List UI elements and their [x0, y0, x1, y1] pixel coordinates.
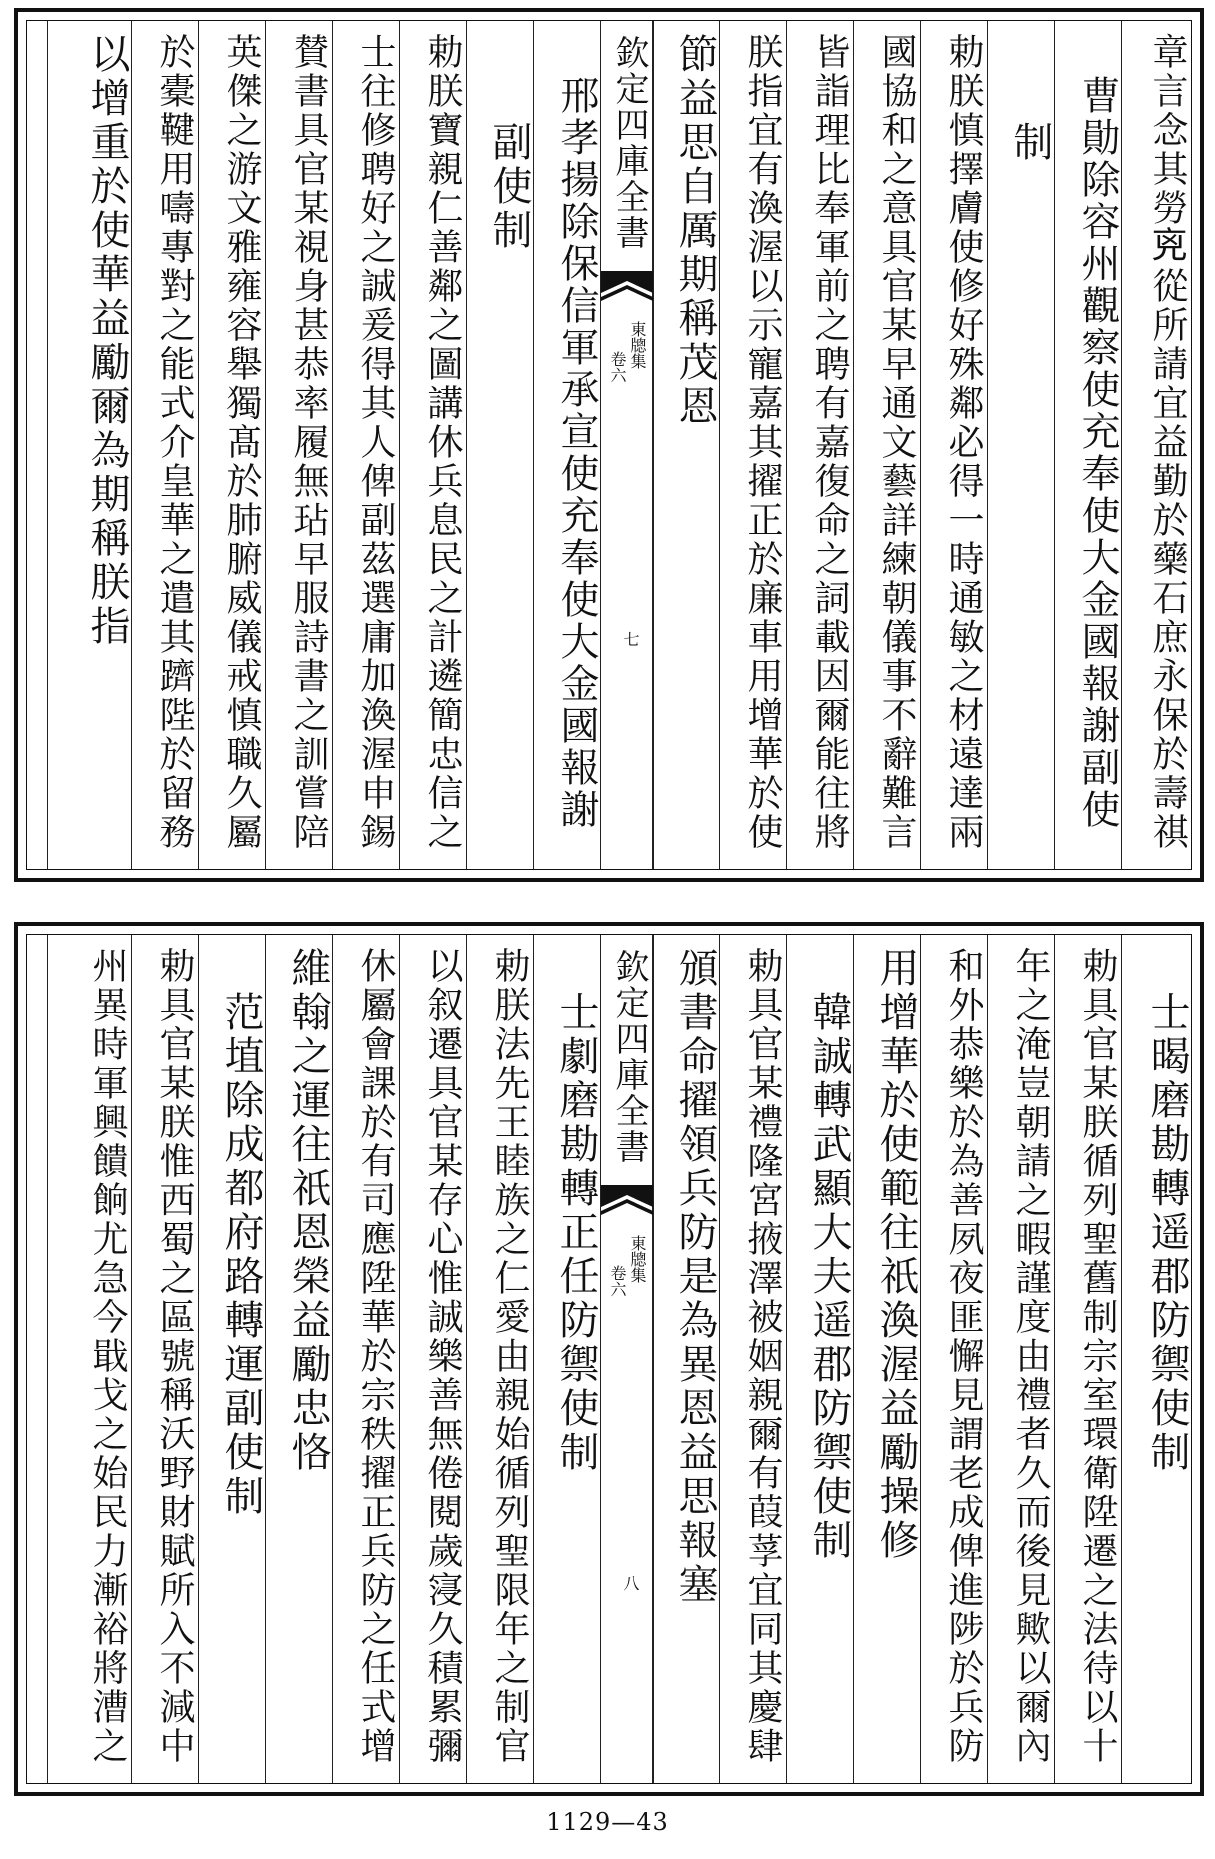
text-column	[853, 935, 921, 1783]
column-text: 年之淹豈朝請之暇謹度由禮者久而後見歟以爾內	[1010, 947, 1051, 1766]
fishtail-ornament	[601, 1185, 653, 1225]
text-column	[920, 935, 988, 1783]
text-column	[47, 21, 132, 869]
text-column	[652, 21, 720, 869]
text-column	[786, 21, 854, 869]
text-column	[466, 935, 534, 1783]
text-column	[466, 21, 534, 869]
text-column	[920, 21, 988, 869]
text-column	[265, 935, 333, 1783]
column-text: 朕指宜有渙渥以示寵嘉其擢正於廉車用增華於使	[742, 33, 783, 852]
collection-name: 東牕集	[628, 1235, 647, 1283]
text-column	[131, 21, 199, 869]
text-column	[131, 935, 199, 1783]
text-column	[265, 21, 333, 869]
column-text: 州異時軍興饋餉尤急今戢戈之始民力漸裕將漕之	[87, 947, 128, 1766]
column-text: 休屬會課於有司應陞華於宗秩擢正兵防之任式增	[355, 947, 396, 1766]
text-column	[47, 935, 132, 1783]
column-text: 維翰之運往祇恩榮益勵忠恪	[285, 947, 331, 1475]
column-text: 曹勛除容州觀察使充奉使大金國報謝副使	[1075, 33, 1120, 831]
column-text: 和外恭樂於為善夙夜匪懈見謂老成俾進陟於兵防	[943, 947, 984, 1766]
column-text: 以增重於使華益勵爾為期稱朕指	[84, 33, 130, 649]
top-page	[14, 8, 1204, 882]
column-text: 士暍磨勘轉遥郡防禦使制	[1144, 947, 1190, 1475]
column-text: 賛書具官某視身甚恭率履無玷早服詩書之訓嘗陪	[288, 33, 329, 852]
column-text: 勅朕法先王睦族之仁愛由親始循列聖限年之制官	[489, 947, 530, 1766]
text-column	[399, 21, 467, 869]
text-column	[652, 935, 720, 1783]
column-text: 勅朕慎擇膚使修好殊鄰必得一時通敏之材遠達兩	[943, 33, 984, 852]
column-text: 勅具官某禮隆宮掖澤被姻親爾有葭莩宜同其慶肆	[742, 947, 783, 1766]
book-title: 欽定四庫全書	[609, 949, 649, 1165]
text-column	[1121, 21, 1192, 869]
column-text: 節益思自厲期稱茂恩	[672, 33, 718, 429]
volume-number: 卷六	[608, 1265, 627, 1297]
column-text: 勅具官某朕循列聖舊制宗室環衛陞遷之法待以十	[1077, 947, 1118, 1766]
column-text: 用增華於使範往祇渙渥益勵操修	[873, 947, 919, 1563]
column-text: 頒書命擢領兵防是為異恩益思報塞	[672, 947, 718, 1607]
column-text: 章言念其勞𠒋從所請宜益勤於藥石庶永保於壽祺	[1147, 33, 1188, 852]
column-text: 士劇磨勘轉正任防禦使制	[553, 947, 599, 1475]
collection-name: 東牕集	[628, 321, 647, 369]
column-text: 韓誠轉武顯大夫遥郡防禦使制	[806, 947, 852, 1563]
folio-number: 八	[621, 1575, 640, 1591]
column-text: 勅具官某朕惟西蜀之區號稱沃野財賦所入不減中	[154, 947, 195, 1766]
fishtail-ornament	[601, 271, 653, 311]
column-text: 制	[1007, 33, 1053, 165]
column-text: 於橐鞬用嚋專對之能式介皇華之遣其躋陛於留務	[154, 33, 195, 852]
text-column	[1121, 935, 1192, 1783]
column-text: 副使制	[486, 33, 532, 253]
center-fold	[600, 21, 654, 869]
text-column	[1054, 21, 1122, 869]
column-text: 士往修聘好之誠爰得其人俾副茲選庸加渙渥申錫	[355, 33, 396, 852]
text-column	[1054, 935, 1122, 1783]
text-column	[786, 935, 854, 1783]
text-column	[533, 21, 601, 869]
text-column	[719, 935, 787, 1783]
text-column	[719, 21, 787, 869]
center-fold	[600, 935, 654, 1783]
book-title: 欽定四庫全書	[609, 35, 649, 251]
column-text: 以叙遷具官某存心惟誠樂善無倦閱歲寖久積累彌	[422, 947, 463, 1766]
text-column	[198, 935, 266, 1783]
text-column	[987, 21, 1055, 869]
volume-number: 卷六	[608, 351, 627, 383]
column-text: 勅朕寶親仁善鄰之圖講休兵息民之計遴簡忠信之	[422, 33, 463, 852]
text-column	[198, 21, 266, 869]
text-column	[853, 21, 921, 869]
column-text: 英傑之游文雅雍容舉獨髙於肺腑威儀戒慎職久屬	[221, 33, 262, 852]
column-text: 范埴除成都府路轉運副使制	[218, 947, 264, 1519]
text-column	[987, 935, 1055, 1783]
column-text: 國協和之意具官某早通文藝詳練朝儀事不辭難言	[876, 33, 917, 852]
text-column	[399, 935, 467, 1783]
column-text: 皆詣理比奉軍前之聘有嘉復命之詞載因爾能往將	[809, 33, 850, 852]
folio-number: 七	[621, 631, 640, 647]
text-column	[332, 21, 400, 869]
page-code: 1129—43	[546, 1808, 669, 1836]
text-column	[533, 935, 601, 1783]
column-text: 邢孝揚除保信軍承宣使充奉使大金國報謝	[554, 33, 599, 831]
bottom-page-frame	[26, 934, 1192, 1784]
top-page-frame	[26, 20, 1192, 870]
text-column	[332, 935, 400, 1783]
bottom-page	[14, 922, 1204, 1796]
